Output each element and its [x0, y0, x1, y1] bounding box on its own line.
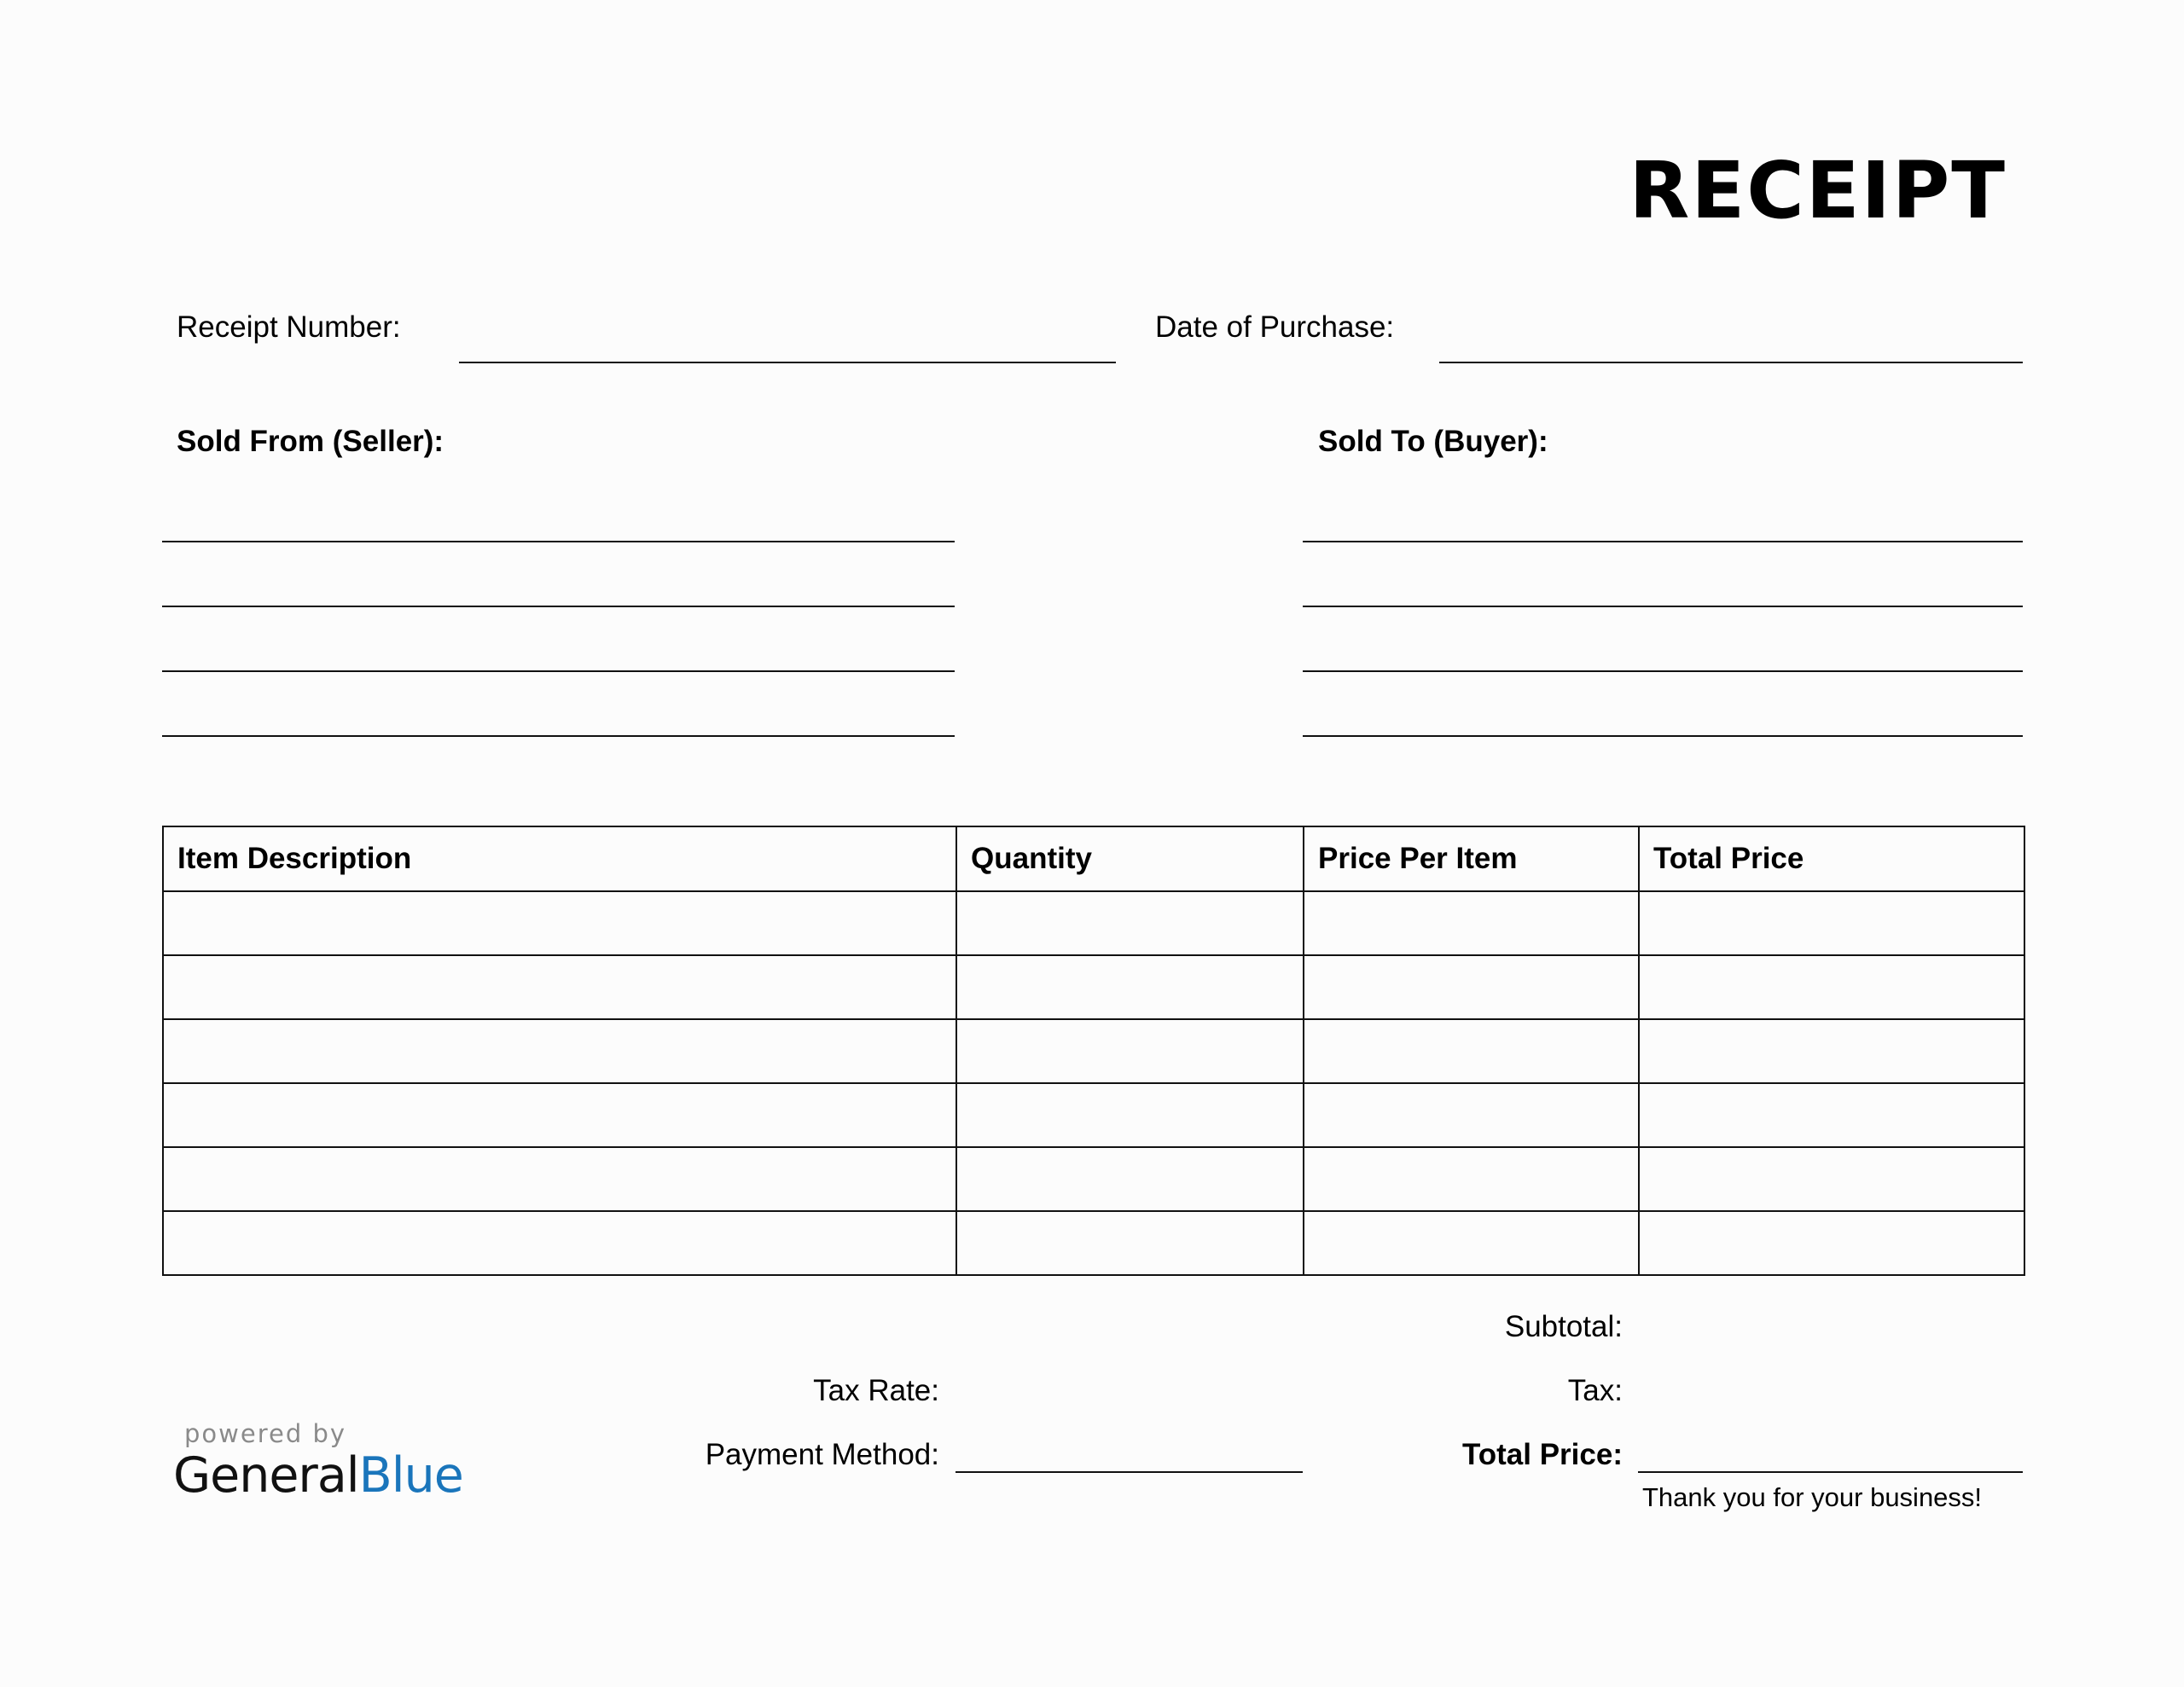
cell-price-per-item[interactable] [1304, 1211, 1639, 1275]
cell-item-description[interactable] [163, 1019, 956, 1083]
receipt-number-label: Receipt Number: [177, 310, 401, 344]
column-header-quantity: Quantity [956, 826, 1304, 891]
cell-quantity[interactable] [956, 891, 1304, 955]
cell-price-per-item[interactable] [1304, 891, 1639, 955]
seller-line-2[interactable] [162, 606, 955, 607]
cell-total-price[interactable] [1639, 1147, 2024, 1211]
cell-price-per-item[interactable] [1304, 1083, 1639, 1147]
cell-total-price[interactable] [1639, 1083, 2024, 1147]
table-row [163, 1147, 2024, 1211]
subtotal-label: Subtotal: [1504, 1310, 1623, 1343]
cell-total-price[interactable] [1639, 891, 2024, 955]
cell-item-description[interactable] [163, 1147, 956, 1211]
buyer-line-1[interactable] [1303, 541, 2023, 542]
buyer-line-2[interactable] [1303, 606, 2023, 607]
date-of-purchase-label: Date of Purchase: [1155, 310, 1395, 344]
cell-item-description[interactable] [163, 1211, 956, 1275]
seller-line-3[interactable] [162, 670, 955, 672]
general-blue-logo[interactable] [173, 1447, 463, 1504]
cell-quantity[interactable] [956, 955, 1304, 1019]
payment-method-field[interactable] [956, 1471, 1303, 1473]
cell-quantity[interactable] [956, 1147, 1304, 1211]
receipt-number-field[interactable] [459, 362, 1116, 363]
buyer-label: Sold To (Buyer): [1318, 425, 1548, 458]
document-title: RECEIPT [1629, 145, 2007, 236]
items-table [162, 826, 2025, 1276]
total-price-field[interactable] [1638, 1471, 2023, 1473]
cell-total-price[interactable] [1639, 1211, 2024, 1275]
table-header-row [163, 826, 2024, 891]
cell-price-per-item[interactable] [1304, 1019, 1639, 1083]
table-row [163, 891, 2024, 955]
tax-rate-label: Tax Rate: [813, 1374, 939, 1407]
column-header-price-per-item: Price Per Item [1304, 826, 1639, 891]
cell-price-per-item[interactable] [1304, 1147, 1639, 1211]
seller-label: Sold From (Seller): [177, 425, 444, 458]
cell-quantity[interactable] [956, 1019, 1304, 1083]
total-price-label: Total Price: [1461, 1438, 1623, 1471]
powered-by-text: powered by [184, 1419, 347, 1448]
buyer-line-3[interactable] [1303, 670, 2023, 672]
cell-item-description[interactable] [163, 891, 956, 955]
thank-you-message: Thank you for your business! [1642, 1482, 1983, 1512]
cell-quantity[interactable] [956, 1083, 1304, 1147]
table-row [163, 955, 2024, 1019]
cell-item-description[interactable] [163, 955, 956, 1019]
table-row [163, 1019, 2024, 1083]
cell-total-price[interactable] [1639, 1019, 2024, 1083]
cell-item-description[interactable] [163, 1083, 956, 1147]
brand-name-general: General [173, 1447, 359, 1504]
column-header-item-description: Item Description [163, 826, 956, 891]
buyer-line-4[interactable] [1303, 735, 2023, 737]
payment-method-label: Payment Method: [705, 1438, 939, 1471]
tax-label: Tax: [1567, 1374, 1623, 1407]
date-of-purchase-field[interactable] [1439, 362, 2023, 363]
column-header-total-price: Total Price [1639, 826, 2024, 891]
seller-line-4[interactable] [162, 735, 955, 737]
cell-quantity[interactable] [956, 1211, 1304, 1275]
brand-name-blue: Blue [358, 1447, 463, 1504]
cell-price-per-item[interactable] [1304, 955, 1639, 1019]
cell-total-price[interactable] [1639, 955, 2024, 1019]
table-row [163, 1211, 2024, 1275]
table-row [163, 1083, 2024, 1147]
seller-line-1[interactable] [162, 541, 955, 542]
